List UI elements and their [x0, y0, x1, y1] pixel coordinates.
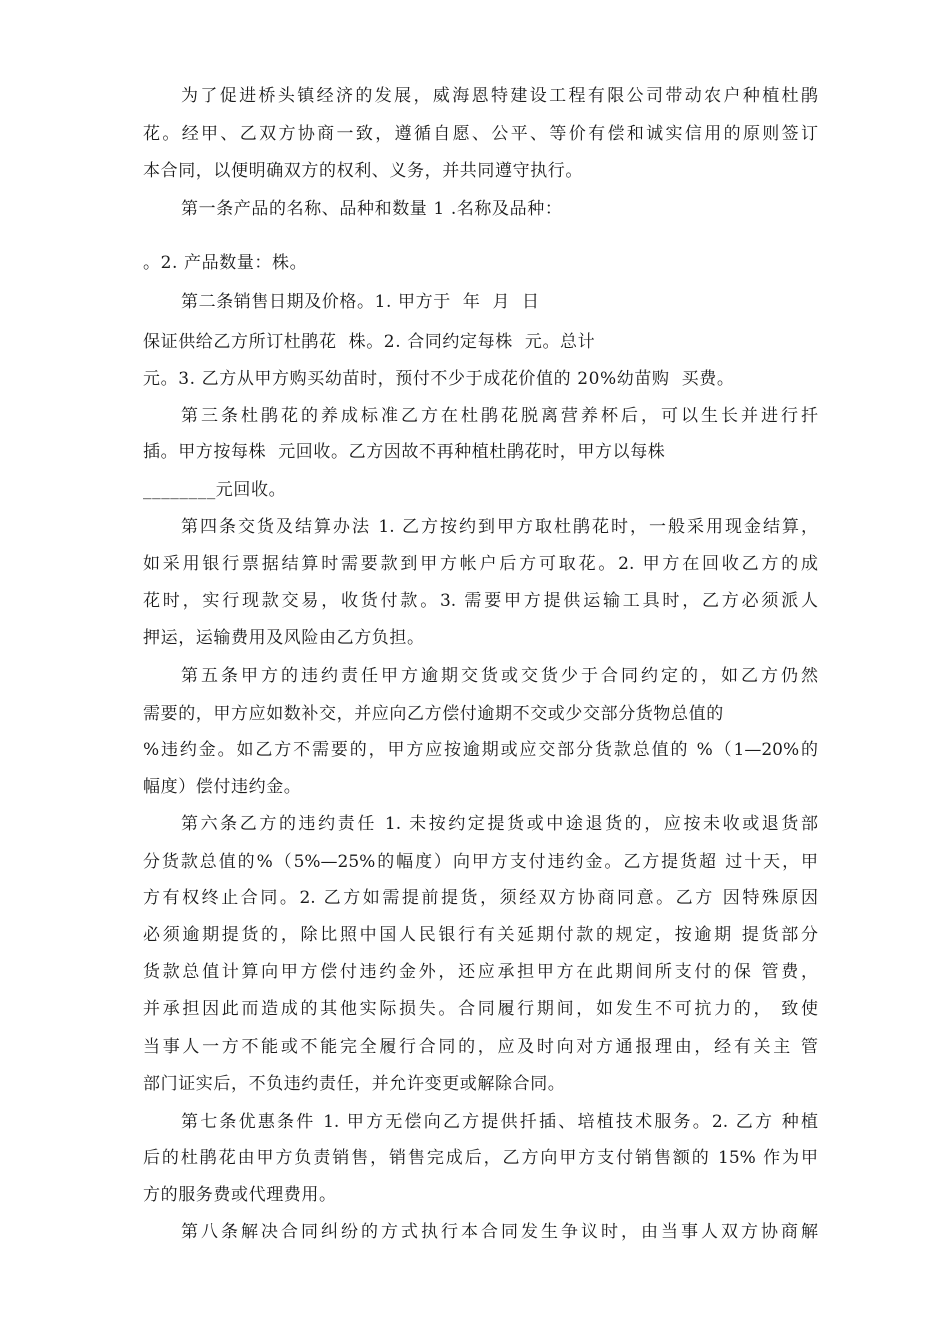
text-line: 当事人一方不能或不能完全履行合同的，应及时向对方通报理由，经有关主 管	[143, 1037, 818, 1057]
text-line: 必须逾期提货的，除比照中国人民银行有关延期付款的规定，按逾期 提货部分	[143, 925, 818, 945]
text-line: 部门证实后，不负违约责任，并允许变更或解除合同。	[143, 1074, 566, 1094]
text-line: 插。甲方按每株 元回收。乙方因故不再种植杜鹃花时，甲方以每株	[143, 442, 666, 462]
text-line: 本合同，以便明确双方的权利、义务，并共同遵守执行。	[143, 161, 583, 181]
text-line: 并承担因此而造成的其他实际损失。合同履行期间，如发生不可抗力的， 致使	[143, 999, 818, 1019]
text-line: 幅度）偿付违约金。	[143, 777, 302, 797]
text-line: 花。经甲、乙双方协商一致，遵循自愿、公平、等价有偿和诚实信用的原则签订	[143, 124, 818, 144]
text-line: 为了促进桥头镇经济的发展，威海恩特建设工程有限公司带动农户种植杜鹃	[181, 86, 818, 106]
text-line: 。2. 产品数量：株。	[143, 253, 308, 273]
section-heading: 第七条优惠条件 1. 甲方无偿向乙方提供扦插、培植技术服务。2. 乙方 种植	[181, 1112, 818, 1132]
section-heading: 第一条产品的名称、品种和数量 1 .名称及品种：	[181, 199, 563, 219]
text-line: 方的服务费或代理费用。	[143, 1185, 337, 1205]
section-heading: 第八条解决合同纠纷的方式执行本合同发生争议时，由当事人双方协商解	[181, 1222, 818, 1242]
section-heading: 第四条交货及结算办法 1. 乙方按约到甲方取杜鹃花时，一般采用现金结算，	[181, 517, 818, 537]
text-line: 后的杜鹃花由甲方负责销售，销售完成后，乙方向甲方支付销售额的 15% 作为甲	[143, 1148, 818, 1168]
section-heading: 第二条销售日期及价格。1. 甲方于 年 月 日	[181, 292, 540, 312]
section-heading: 第五条甲方的违约责任甲方逾期交货或交货少于合同约定的，如乙方仍然	[181, 666, 818, 686]
section-heading: 第六条乙方的违约责任 1. 未按约定提货或中途退货的，应按未收或退货部	[181, 814, 818, 834]
text-line: 保证供给乙方所订杜鹃花 株。2. 合同约定每株 元。总计	[143, 332, 596, 352]
text-line: 元。3. 乙方从甲方购买幼苗时，预付不少于成花价值的 20%幼苗购 买费。	[143, 369, 735, 389]
text-line: 押运，运输费用及风险由乙方负担。	[143, 628, 425, 648]
text-line: 如采用银行票据结算时需要款到甲方帐户后方可取花。2. 甲方在回收乙方的成	[143, 554, 818, 574]
text-line: ________元回收。	[143, 480, 287, 500]
text-line: 货款总值计算向甲方偿付违约金外，还应承担甲方在此期间所支付的保 管费，	[143, 962, 818, 982]
text-line: %违约金。如乙方不需要的，甲方应按逾期或应交部分货款总值的 %（1—20%的	[143, 740, 818, 760]
text-line: 需要的，甲方应如数补交，并应向乙方偿付逾期不交或少交部分货物总值的	[143, 704, 724, 724]
text-line: 花时，实行现款交易，收货付款。3. 需要甲方提供运输工具时，乙方必须派人	[143, 591, 818, 611]
text-line: 分货款总值的%（5%—25%的幅度）向甲方支付违约金。乙方提货超 过十天，甲	[143, 852, 818, 872]
section-heading: 第三条杜鹃花的养成标准乙方在杜鹃花脱离营养杯后，可以生长并进行扦	[181, 406, 818, 426]
text-line: 方有权终止合同。2. 乙方如需提前提货，须经双方协商同意。乙方 因特殊原因	[143, 888, 818, 908]
